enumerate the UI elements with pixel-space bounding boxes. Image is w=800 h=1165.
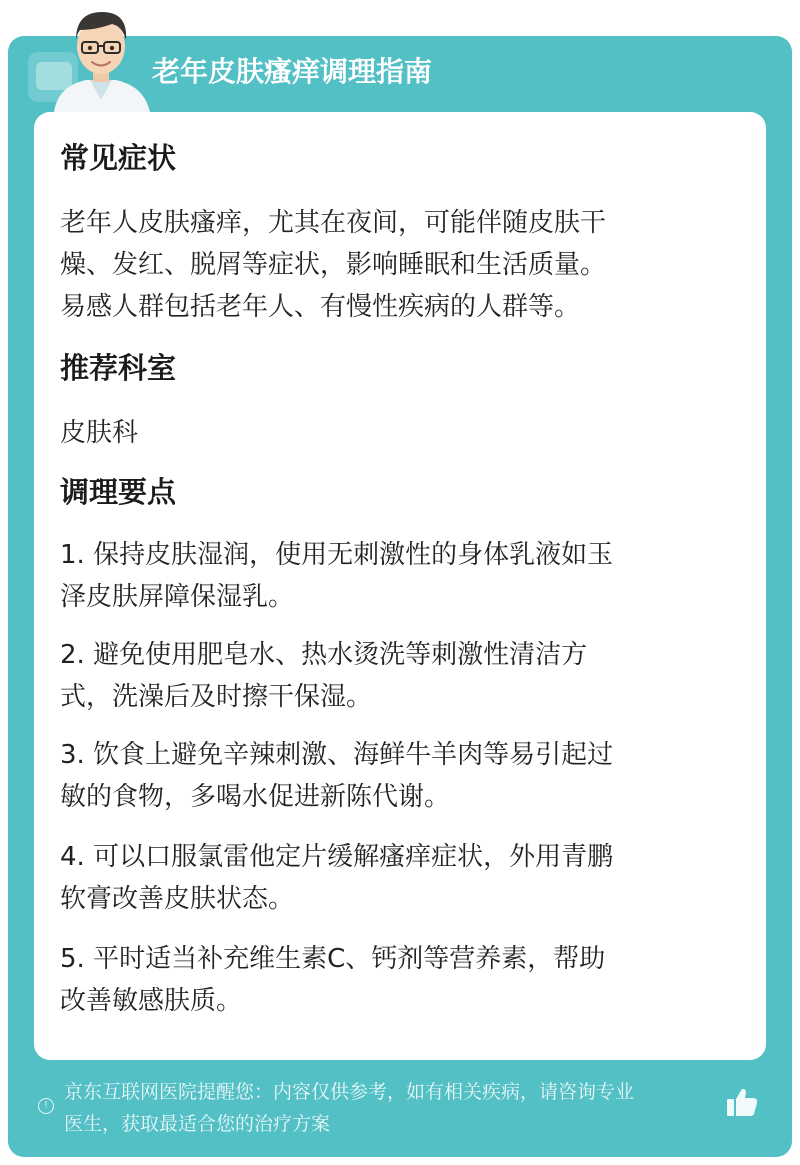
- info-circle-icon: !: [38, 1098, 54, 1114]
- tip-item-line: 软膏改善皮肤状态。: [60, 884, 295, 914]
- tip-item-line: 3. 饮食上避免辛辣刺激、海鲜牛羊肉等易引起过: [60, 740, 614, 770]
- tip-item-line: 敏的食物，多喝水促进新陈代谢。: [60, 782, 451, 812]
- tip-item-line: 泽皮肤屏障保湿乳。: [60, 582, 295, 612]
- department-value: 皮肤科: [60, 418, 139, 448]
- page-title: 老年皮肤瘙痒调理指南: [152, 55, 433, 88]
- disclaimer-text: [64, 1076, 728, 1140]
- tip-item-line: 2. 避免使用肥皂水、热水烫洗等刺激性清洁方: [60, 640, 588, 670]
- symptoms-line: 老年人皮肤瘙痒，尤其在夜间，可能伴随皮肤干: [60, 208, 607, 238]
- tip-item-line: 4. 可以口服氯雷他定片缓解瘙痒症状，外用青鹏: [60, 842, 614, 872]
- tip-item-line: 式，洗澡后及时擦干保湿。: [60, 682, 373, 712]
- tip-item-line: 1. 保持皮肤湿润，使用无刺激性的身体乳液如玉: [60, 540, 614, 570]
- symptoms-title: 常见症状: [60, 141, 177, 175]
- symptoms-line: 易感人群包括老年人、有慢性疾病的人群等。: [60, 292, 581, 322]
- disclaimer-line: 京东互联网医院提醒您：内容仅供参考，如有相关疾病，请咨询专业: [64, 1081, 635, 1103]
- disclaimer-line: 医生，获取最适合您的治疗方案: [64, 1113, 331, 1135]
- tip-item-line: 5. 平时适当补充维生素C、钙剂等营养素，帮助: [60, 944, 606, 974]
- tip-item-line: 改善敏感肤质。: [60, 986, 243, 1016]
- thumbs-up-icon[interactable]: [724, 1084, 760, 1120]
- department-title: 推荐科室: [60, 351, 177, 385]
- symptoms-line: 燥、发红、脱屑等症状，影响睡眠和生活质量。: [60, 250, 607, 280]
- tips-title: 调理要点: [60, 475, 177, 509]
- content-card: [34, 112, 766, 1060]
- doctor-avatar-icon: [46, 0, 156, 112]
